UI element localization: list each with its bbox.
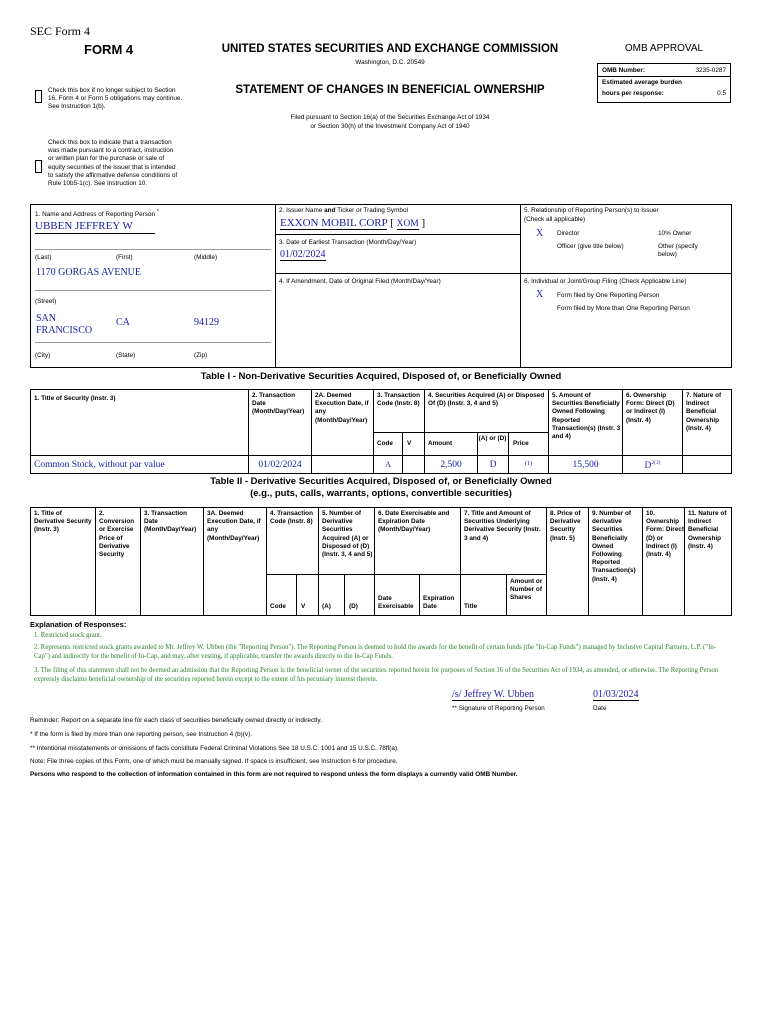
t2-col11-header: 11. Nature of Indirect Beneficial Ownership (Instr. 4) — [688, 510, 727, 550]
omb-number-value: 3235-0287 — [695, 67, 726, 74]
state-label: (State) — [116, 352, 136, 359]
director-label: Director — [557, 230, 580, 237]
t1-ownership-form[interactable]: $D^{2(3)}$ — [644, 460, 661, 472]
reminder-text: Reminder: Report on a separate line for each class of securities beneficially owned directly or indirectly. — [30, 717, 322, 724]
t1-transaction-code[interactable]: A — [385, 460, 391, 469]
zip-value[interactable]: 94129 — [194, 317, 219, 328]
city-label: (City) — [35, 352, 51, 359]
footer-note-1: * If the form is filed by more than one reporting person, see Instruction 4 (b)(v). — [30, 731, 252, 738]
t2-sub-v: V — [301, 603, 306, 610]
t1-price[interactable]: (1) — [524, 460, 533, 467]
t1-col1-header: 1. Title of Security (Instr. 3) — [34, 395, 116, 402]
table2-subtitle: (e.g., puts, calls, warrants, options, convertible securities) — [250, 488, 512, 499]
t2-col2-header: 2. Conversion or Exercise Price of Derivative Security — [99, 510, 135, 559]
t1-col3-header: 3. Transaction Code (Instr. 8) — [377, 392, 420, 408]
t1-sub-price: Price — [513, 440, 529, 447]
t1-col2a-header: 2A. Deemed Execution Date, if any (Month/Day/Year) — [315, 392, 369, 424]
ten-pct-owner-label: 10% Owner — [658, 230, 692, 237]
form-title: FORM 4 — [84, 42, 134, 57]
rule10b5-checkbox-label: Check this box to indicate that a transaction was made pursuant to a contract, instruction or written plan for the purchase or sale of equity securities of the issuer that is intended to satisfy the affirmative defense conditions of Rule 10b5-1(c). See Instruction 10. — [48, 139, 178, 188]
filed-pursuant-line-2: or Section 30(h) of the Investment Company Act of 1940 — [310, 123, 470, 130]
t2-col3a-header: 3A. Deemed Execution Date, if any (Month/Day/Year) — [207, 510, 261, 542]
omb-box — [597, 63, 731, 103]
last-name-label: (Last) — [35, 254, 52, 261]
box1-label: 1. Name and Address of Reporting Person * — [35, 209, 159, 219]
explanation-heading: Explanation of Responses: — [30, 620, 127, 629]
signature-name[interactable]: /s/ Jeffrey W. Ubben — [452, 689, 535, 700]
signature-date-label: Date — [593, 705, 607, 712]
box5-label: 5. Relationship of Reporting Person(s) to Issuer — [524, 207, 659, 214]
omb-burden-label: Estimated average burden — [602, 79, 682, 86]
middle-name-label: (Middle) — [194, 254, 218, 261]
filed-pursuant-line-1: Filed pursuant to Section 16(a) of the Securities Exchange Act of 1934 — [290, 114, 490, 121]
footer-note-3: Note: File three copies of this Form, one of which must be manually signed. If space is insufficient, see Instruction 6 for procedure. — [30, 758, 398, 765]
t2-col9-header: 9. Number of derivative Securities Beneficially Owned Following Reported Transaction(s) (Instr. 4) — [592, 510, 636, 583]
officer-label: Officer (give title below) — [557, 243, 624, 250]
omb-approval-title: OMB APPROVAL — [624, 43, 704, 54]
box5-label-sub: (Check all applicable) — [524, 216, 586, 223]
t2-sub-code: Code — [270, 603, 286, 610]
footnote-1: 1. Restricted stock grant. — [34, 632, 102, 639]
street-value[interactable]: 1170 GORGAS AVENUE — [36, 267, 142, 278]
box2-label: 2. Issuer Name and Ticker or Trading Symbol — [279, 207, 408, 214]
reporting-person-name[interactable]: UBBEN JEFFREY W — [35, 220, 155, 234]
city-value[interactable]: SAN FRANCISCO — [36, 313, 93, 336]
t2-col10-header: 10. Ownership Form: Direct (D) or Indirect (I) (Instr. 4) — [646, 510, 684, 559]
t1-col6-header: 6. Ownership Form: Direct (D) or Indirect (I) (Instr. 4) — [626, 392, 675, 424]
omb-hours-label: hours per response: — [602, 90, 664, 97]
t1-sub-v: V — [407, 440, 412, 447]
box3-label: 3. Date of Earliest Transaction (Month/Day/Year) — [279, 239, 417, 246]
zip-label: (Zip) — [194, 352, 208, 359]
table2-title: Table II - Derivative Securities Acquired, Disposed of, or Beneficially Owned — [210, 476, 552, 487]
box6-label: 6. Individual or Joint/Group Filing (Check Applicable Line) — [524, 278, 687, 285]
t1-col4-header: 4. Securities Acquired (A) or Disposed Of (D) (Instr. 3, 4 and 5) — [428, 392, 545, 408]
t1-sub-amount: Amount — [428, 440, 453, 447]
other-label: Other (specify below) — [658, 243, 698, 259]
more-person-label: Form filed by More than One Reporting Person — [557, 305, 690, 312]
t2-col8-header: 8. Price of Derivative Security (Instr. 5) — [550, 510, 581, 542]
statement-title: STATEMENT OF CHANGES IN BENEFICIAL OWNERSHIP — [235, 84, 545, 96]
t2-col3-header: 3. Transaction Date (Month/Day/Year) — [144, 510, 197, 534]
earliest-transaction-date[interactable]: 01/02/2024 — [280, 249, 326, 260]
omb-number-label: OMB Number: — [602, 67, 645, 74]
t2-sub-a: (A) — [322, 603, 331, 610]
table1-title: Table I - Non-Derivative Securities Acquired, Disposed of, or Beneficially Owned — [200, 371, 562, 382]
t2-col5-header: 5. Number of Derivative Securities Acquired (A) or Disposed of (D) (Instr. 3, 4 and 5) — [322, 510, 373, 559]
rule10b5-checkbox[interactable] — [35, 160, 42, 173]
t2-col6-header: 6. Date Exercisable and Expiration Date (Month/Day/Year) — [378, 510, 450, 534]
t1-aord[interactable]: D — [489, 460, 497, 470]
sec-form-label: SEC Form 4 — [30, 24, 91, 38]
t2-col7-header: 7. Title and Amount of Securities Underlying Derivative Security (Instr. 3 and 4) — [464, 510, 541, 542]
director-mark[interactable]: X — [536, 228, 544, 239]
footnote-3: 3. The filing of this statement shall not be deemed an admission that the Reporting Person is the beneficial owner of the securities reported herein for purposes of Section 16 of the Securities Act of 1934, as amended, or otherwise. The Reporting Person expressly disclaims beneficial ownership of the securities reported herein except to the extent of his pecuniary interest therein. — [34, 667, 719, 683]
t1-amount-owned[interactable]: 15,500 — [572, 460, 599, 470]
t2-sub-date-exercisable: Date Exercisable — [378, 595, 414, 611]
t1-col5-header: 5. Amount of Securities Beneficially Owned Following Reported Transaction(s) (Instr. 3 and 4) — [552, 392, 621, 441]
t2-sub-d: (D) — [349, 603, 358, 610]
footer-note-4: Persons who respond to the collection of information contained in this form are not required to respond unless the form displays a currently valid OMB Number. — [30, 771, 518, 778]
t2-sub-title: Title — [464, 603, 478, 610]
t2-sub-expiration: Expiration Date — [423, 595, 455, 611]
t1-amount[interactable]: 2,500 — [440, 460, 462, 470]
one-person-mark[interactable]: X — [536, 289, 544, 300]
issuer-name[interactable]: EXXON MOBIL CORP [ XOM ] — [280, 217, 426, 229]
footer-note-2: ** Intentional misstatements or omissions of facts constitute Federal Criminal Violations See 18 U.S.C. 1001 and 15 U.S.C. 78ff(a). — [30, 745, 399, 752]
t1-col2-header: 2. Transaction Date (Month/Day/Year) — [252, 392, 305, 416]
first-name-label: (First) — [116, 254, 133, 261]
box4-label: 4. If Amendment, Date of Original Filed (Month/Day/Year) — [279, 278, 441, 285]
t1-security-title[interactable]: Common Stock, without par value — [34, 460, 165, 470]
one-person-label: Form filed by One Reporting Person — [557, 292, 660, 299]
footnote-2: 2. Represents restricted stock grants awarded to Mr. Jeffrey W. Ubben (the "Reporting Person"). The Reporting Person is deemed to hold the awards for the benefit of certain funds (the "In-Cap Funds") managed by Inclusive Capital Partners, L.P. ("In-Cap") and indirectly for the benefit of In-Cap, and may, after vesting, if applicable, transfer the awards directly to the In-Cap Funds. — [34, 644, 717, 660]
state-value[interactable]: CA — [116, 317, 130, 328]
t1-transaction-date[interactable]: 01/02/2024 — [258, 460, 302, 470]
agency-location: Washington, D.C. 20549 — [355, 59, 425, 66]
section16-checkbox-label: Check this box if no longer subject to Section 16. Form 4 or Form 5 obligations may continue. See Instruction 1(b). — [48, 87, 183, 111]
signature-date[interactable]: 01/03/2024 — [593, 689, 639, 700]
t2-sub-amount: Amount or Number of Shares — [510, 578, 543, 602]
t1-sub-aord: (A) or (D) — [478, 435, 507, 442]
agency-title: UNITED STATES SECURITIES AND EXCHANGE COMMISSION — [221, 43, 559, 55]
t2-col1-header: 1. Title of Derivative Security (Instr. 3) — [34, 510, 92, 534]
t1-col7-header: 7. Nature of Indirect Beneficial Ownership (Instr. 4) — [686, 392, 722, 432]
omb-hours-value: 0.5 — [717, 90, 726, 97]
section16-checkbox[interactable] — [35, 90, 42, 103]
signature-label: ** Signature of Reporting Person — [452, 705, 545, 712]
street-label: (Street) — [35, 298, 57, 305]
t1-sub-code: Code — [377, 440, 393, 447]
t2-col4-header: 4. Transaction Code (Instr. 8) — [270, 510, 313, 526]
